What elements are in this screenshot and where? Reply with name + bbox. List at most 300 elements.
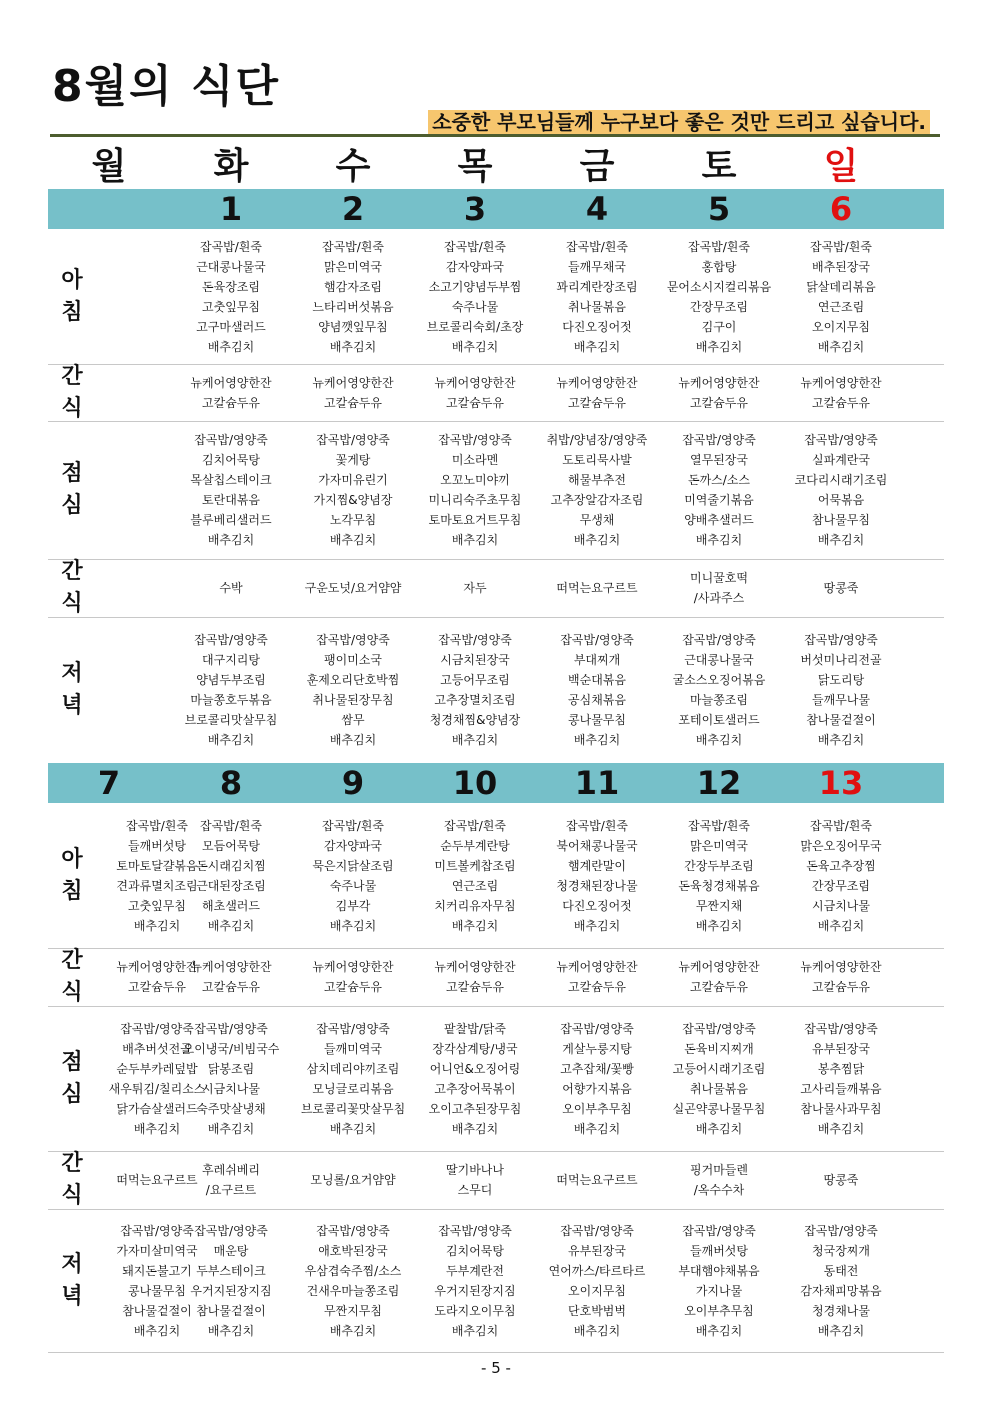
dish-item: 고칼슘두유 bbox=[324, 980, 382, 994]
dish-item: 잡곡밥/흰죽 bbox=[125, 818, 188, 833]
dish-item: 핑거마들렌 bbox=[690, 1163, 748, 1177]
menu-cell bbox=[170, 617, 292, 763]
menu-cell bbox=[414, 1006, 536, 1151]
dish-item: 모닝롤/요거얌얌 bbox=[310, 1173, 396, 1187]
dish-item: 구운도넛/요거얌얌 bbox=[304, 581, 402, 595]
meal-row bbox=[48, 1209, 944, 1353]
meal-label-char: 녁 bbox=[61, 693, 83, 718]
dish-item: 브로콜리숙회/초장 bbox=[426, 319, 524, 334]
dish-item: 간장두부조림 bbox=[684, 858, 754, 873]
weekday-tue: 화 bbox=[213, 146, 249, 187]
day-number: 2 bbox=[341, 190, 365, 228]
dish-item: 떠먹는요구르트 bbox=[556, 581, 638, 595]
dish-item: 잡곡밥/영양죽 bbox=[438, 633, 512, 647]
dish-item: 취나물된장무침 bbox=[312, 693, 394, 707]
dish-item: 맑은미역국 bbox=[690, 838, 748, 853]
dish-item: 고칼슘두유 bbox=[202, 980, 260, 994]
dish-item: 자두 bbox=[463, 581, 487, 595]
dish-item: 고추장멸치조림 bbox=[434, 693, 516, 707]
dish-item: 토마토달걀볶음 bbox=[116, 858, 198, 873]
menu-cell bbox=[536, 364, 658, 421]
dish-item: 잡곡밥/영양죽 bbox=[682, 1021, 756, 1036]
meal-label-char: 간 bbox=[61, 559, 83, 584]
dish-item: 동태전 bbox=[823, 1263, 859, 1278]
dish-item: 느타리버섯볶음 bbox=[312, 299, 394, 314]
menu-cell bbox=[780, 1151, 902, 1209]
menu-cell bbox=[780, 421, 902, 559]
dish-item: 배추김치 bbox=[451, 1121, 499, 1136]
dish-item: 미트볼케찹조림 bbox=[434, 858, 516, 873]
date-band bbox=[48, 189, 944, 229]
dish-item: 유부된장국 bbox=[568, 1243, 626, 1258]
dish-item: 목살칩스테이크 bbox=[190, 473, 272, 487]
dish-item: 고등어시래기조림 bbox=[672, 1061, 766, 1076]
dish-item: 잡곡밥/흰죽 bbox=[809, 239, 872, 254]
dish-item: 고칼슘두유 bbox=[202, 395, 260, 410]
meal-label-char: 점 bbox=[61, 461, 83, 486]
dish-item: 청경채찜&양념장 bbox=[429, 713, 521, 727]
dish-item: 잡곡밥/영양죽 bbox=[804, 1223, 878, 1238]
dish-item: 돼지돈불고기 bbox=[122, 1263, 192, 1278]
dish-item: 배추김치 bbox=[695, 339, 743, 354]
dish-item: 해초샐러드 bbox=[202, 898, 260, 913]
dish-item: 토란대볶음 bbox=[202, 493, 260, 507]
day-number: 11 bbox=[574, 764, 620, 802]
dish-item: 코다리시래기조림 bbox=[794, 473, 888, 487]
weekday-wed: 수 bbox=[335, 146, 371, 187]
dish-item: 훈제오리단호박찜 bbox=[306, 673, 400, 687]
menu-cell bbox=[292, 1209, 414, 1352]
dish-item: 배추김치 bbox=[329, 1121, 377, 1136]
menu-cell bbox=[292, 948, 414, 1006]
dish-item: 모닝글로리볶음 bbox=[312, 1081, 394, 1096]
dish-item: 뉴케어영양한잔 bbox=[190, 960, 272, 974]
dish-item: 공심채볶음 bbox=[568, 693, 626, 707]
menu-cell bbox=[414, 1209, 536, 1352]
day-number: 8 bbox=[219, 764, 243, 802]
menu-cell bbox=[292, 364, 414, 421]
meal-label-char: 저 bbox=[61, 1251, 83, 1277]
dish-item: 들깨버섯탕 bbox=[128, 838, 186, 853]
dish-item: 딸기바나나 bbox=[446, 1163, 504, 1177]
dish-item: 숙주나물 bbox=[451, 299, 499, 314]
day-number: 1 bbox=[219, 190, 243, 228]
dish-item: 북어채콩나물국 bbox=[556, 838, 638, 853]
dish-item: 맑은오징어무국 bbox=[800, 838, 882, 853]
dish-item: 배추김치 bbox=[133, 918, 181, 933]
dish-item: 마늘쫑호두볶음 bbox=[190, 693, 272, 707]
menu-cell bbox=[292, 1006, 414, 1151]
dish-item: 봉추찜닭 bbox=[817, 1061, 865, 1076]
dish-item: 오이고추된장무침 bbox=[428, 1101, 522, 1116]
menu-cell bbox=[414, 617, 536, 763]
meal-row bbox=[48, 1151, 944, 1210]
dish-item: 배추김치 bbox=[329, 1323, 377, 1338]
dish-item: 두부계란전 bbox=[446, 1263, 504, 1278]
dish-item: 잡곡밥/영양죽 bbox=[804, 633, 878, 647]
dish-item: 미역줄기볶음 bbox=[684, 493, 754, 507]
dish-item: 뉴케어영양한잔 bbox=[312, 375, 394, 390]
dish-item: 잡곡밥/영양죽 bbox=[560, 1223, 634, 1238]
dish-item: 고등어무조림 bbox=[440, 673, 510, 687]
menu-cell bbox=[780, 1006, 902, 1151]
dish-item: 연어까스/타르타르 bbox=[548, 1263, 646, 1278]
meal-row bbox=[48, 229, 944, 365]
day-number: 5 bbox=[707, 190, 731, 228]
dish-item: 감자양파국 bbox=[446, 259, 504, 274]
dish-item: 미니꿀호떡 bbox=[690, 571, 748, 585]
dish-item: 배추김치 bbox=[329, 733, 377, 747]
dish-item: 청경채나물 bbox=[812, 1303, 870, 1318]
dish-item: 열무된장국 bbox=[690, 453, 748, 467]
dish-item: 견과류멸치조림 bbox=[116, 878, 198, 893]
dish-item: 브로콜리꽃맛살무침 bbox=[300, 1101, 406, 1116]
meal-label-char: 심 bbox=[61, 1081, 83, 1107]
menu-cell bbox=[170, 1209, 292, 1352]
dish-item: 삼치데리야끼조림 bbox=[306, 1061, 400, 1076]
dish-item: 버섯미나리전골 bbox=[800, 653, 882, 667]
dish-item: 오꼬노미야끼 bbox=[440, 473, 510, 487]
dish-item: 뉴케어영양한잔 bbox=[678, 375, 760, 390]
dish-item: 들깨무나물 bbox=[812, 693, 870, 707]
dish-item: 닭살데리볶음 bbox=[806, 279, 876, 294]
meal-label-char: 침 bbox=[61, 299, 83, 325]
dish-item: 콩나물무침 bbox=[128, 1283, 186, 1298]
menu-cell bbox=[780, 948, 902, 1006]
dish-item: 두부스테이크 bbox=[196, 1263, 266, 1278]
dish-item: 김구이 bbox=[701, 319, 737, 334]
dish-item: 고추장알감자조림 bbox=[550, 493, 644, 507]
dish-item: 잡곡밥/영양죽 bbox=[316, 433, 390, 447]
dish-item: 맑은미역국 bbox=[324, 259, 382, 274]
dish-item: 감자양파국 bbox=[324, 838, 382, 853]
dish-item: 잡곡밥/영양죽 bbox=[194, 1223, 268, 1238]
dish-item: 오이냉국/비빔국수 bbox=[182, 1041, 280, 1056]
dish-item: 가지찜&양념장 bbox=[313, 493, 393, 507]
menu-cell bbox=[658, 1151, 780, 1209]
menu-cell bbox=[414, 229, 536, 364]
dish-item: 고칼슘두유 bbox=[568, 395, 626, 410]
day-number: 6 bbox=[829, 190, 853, 228]
dish-item: 배추김치 bbox=[817, 1323, 865, 1338]
dish-item: 양념두부조림 bbox=[196, 673, 266, 687]
menu-cell bbox=[48, 229, 170, 364]
dish-item: 잡곡밥/영양죽 bbox=[560, 1021, 634, 1036]
dish-item: 떠먹는요구르트 bbox=[556, 1173, 638, 1187]
dish-item: 유부된장국 bbox=[812, 1041, 870, 1056]
dish-item: 마늘쫑조림 bbox=[690, 693, 748, 707]
menu-cell bbox=[170, 948, 292, 1006]
menu-cell bbox=[170, 803, 292, 948]
dish-item: 닭봉조림 bbox=[207, 1061, 255, 1076]
meal-row bbox=[48, 364, 944, 422]
page-number: - 5 - bbox=[481, 1359, 511, 1377]
dish-item: 우거지된장지짐 bbox=[434, 1283, 516, 1298]
menu-cell bbox=[658, 559, 780, 617]
page-title: 8월의 식단 bbox=[52, 61, 280, 112]
meal-row bbox=[48, 803, 944, 949]
dish-item: 배추김치 bbox=[573, 733, 621, 747]
dish-item: 고칼슘두유 bbox=[324, 395, 382, 410]
menu-cell bbox=[170, 1151, 292, 1209]
meal-label-char: 녁 bbox=[61, 1283, 83, 1309]
dish-item: 순두부계란탕 bbox=[440, 838, 510, 853]
dish-item: 연근조림 bbox=[451, 878, 499, 893]
dish-item: 들깨버섯탕 bbox=[690, 1243, 748, 1258]
weekday-header bbox=[48, 147, 944, 187]
dish-item: 돈시래김치찜 bbox=[196, 858, 266, 873]
dish-item: 청국장찌개 bbox=[812, 1243, 870, 1258]
dish-item: 미니리숙주초무침 bbox=[428, 493, 522, 507]
dish-item: 배추김치 bbox=[695, 918, 743, 933]
dish-item: 잡곡밥/영양죽 bbox=[120, 1223, 194, 1238]
dish-item: 배추김치 bbox=[451, 918, 499, 933]
dish-item: 뉴케어영양한잔 bbox=[800, 960, 882, 974]
dish-item: 굴소스오징어볶음 bbox=[672, 673, 766, 687]
dish-item: 참나물무침 bbox=[812, 513, 870, 527]
dish-item: 매운탕 bbox=[213, 1243, 249, 1258]
dish-item: 시금치나물 bbox=[812, 898, 870, 913]
dish-item: 고사리들깨볶음 bbox=[800, 1081, 882, 1096]
dish-item: 포테이토샐러드 bbox=[678, 713, 760, 727]
dish-item: 무짠지채 bbox=[695, 898, 743, 913]
dish-item: 고칼슘두유 bbox=[690, 980, 748, 994]
dish-item: 잡곡밥/영양죽 bbox=[438, 433, 512, 447]
dish-item: 배추김치 bbox=[329, 918, 377, 933]
dish-item: 다진오징어젓 bbox=[562, 898, 632, 913]
menu-cell bbox=[780, 803, 902, 948]
dish-item: 근대된장조림 bbox=[196, 878, 266, 893]
dish-item: 고칼슘두유 bbox=[128, 980, 186, 994]
dish-item: 배추김치 bbox=[207, 1323, 255, 1338]
menu-cell bbox=[414, 364, 536, 421]
dish-item: 취나물볶음 bbox=[690, 1081, 748, 1096]
dish-item: 배추김치 bbox=[207, 733, 255, 747]
dish-item: 배추김치 bbox=[695, 1323, 743, 1338]
menu-cell bbox=[658, 948, 780, 1006]
dish-item: 배추김치 bbox=[451, 733, 499, 747]
menu-cell bbox=[414, 948, 536, 1006]
dish-item: 콩나물무침 bbox=[568, 713, 626, 727]
day-number: 12 bbox=[696, 764, 742, 802]
dish-item: 꽈리계란장조림 bbox=[556, 279, 638, 294]
dish-item: 꽃게탕 bbox=[335, 453, 371, 467]
dish-item: 뉴케어영양한잔 bbox=[190, 375, 272, 390]
dish-item: 연근조림 bbox=[817, 299, 865, 314]
dish-item: 배추김치 bbox=[695, 1121, 743, 1136]
menu-cell bbox=[48, 364, 170, 421]
dish-item: 떠먹는요구르트 bbox=[116, 1173, 198, 1187]
dish-item: 잡곡밥/흰죽 bbox=[565, 818, 628, 833]
menu-cell bbox=[292, 617, 414, 763]
dish-item: 잡곡밥/흰죽 bbox=[565, 239, 628, 254]
dish-item: 홍합탕 bbox=[701, 259, 737, 274]
menu-cell bbox=[658, 421, 780, 559]
day-number: 9 bbox=[341, 764, 365, 802]
dish-item: 배추김치 bbox=[451, 533, 499, 547]
meal-label-char: 식 bbox=[61, 395, 83, 421]
dish-item: 땅콩죽 bbox=[823, 1173, 859, 1187]
dish-item: 오이지무침 bbox=[568, 1283, 626, 1298]
meal-label-char: 식 bbox=[61, 591, 83, 616]
dish-item: 들깨무채국 bbox=[568, 259, 626, 274]
dish-item: 잡곡밥/영양죽 bbox=[682, 633, 756, 647]
dish-item: 가자미살미역국 bbox=[116, 1243, 198, 1258]
dish-item: 오이부추무침 bbox=[684, 1303, 754, 1318]
dish-item: 잡곡밥/영양죽 bbox=[194, 433, 268, 447]
dish-item: 고칼슘두유 bbox=[446, 980, 504, 994]
menu-cell bbox=[292, 559, 414, 617]
menu-cell bbox=[780, 617, 902, 763]
dish-item: 어향가지볶음 bbox=[562, 1081, 632, 1096]
weekday-sun: 일 bbox=[823, 146, 859, 187]
dish-item: 쌈무 bbox=[341, 713, 365, 727]
dish-item: 배추김치 bbox=[573, 918, 621, 933]
dish-item: 배추김치 bbox=[695, 733, 743, 747]
meal-row bbox=[48, 559, 944, 618]
dish-item: 애호박된장국 bbox=[318, 1243, 388, 1258]
menu-cell bbox=[292, 229, 414, 364]
dish-item: 후레쉬베리 bbox=[202, 1163, 260, 1177]
day-number: 3 bbox=[463, 190, 487, 228]
dish-item: 미소라멘 bbox=[451, 453, 499, 467]
dish-item: 가자미유린기 bbox=[318, 473, 388, 487]
dish-item: 배추김치 bbox=[817, 533, 865, 547]
dish-item: 묵은지닭살조림 bbox=[312, 858, 394, 873]
meal-label-char: 간 bbox=[61, 948, 83, 973]
dish-item: 배추버섯전골 bbox=[122, 1041, 192, 1056]
meal-row bbox=[48, 617, 944, 764]
menu-cell bbox=[48, 617, 170, 763]
dish-item: 취밥/양념장/영양죽 bbox=[546, 433, 648, 447]
dish-item: 잡곡밥/흰죽 bbox=[443, 239, 506, 254]
dish-item: 새우튀김/칠리소스 bbox=[108, 1081, 206, 1096]
dish-item: 잡곡밥/흰죽 bbox=[199, 239, 262, 254]
meal-label-char: 간 bbox=[61, 363, 83, 389]
menu-cell bbox=[170, 364, 292, 421]
dish-item: 닭가슴살샐러드 bbox=[116, 1101, 198, 1116]
dish-item: 배추김치 bbox=[573, 339, 621, 354]
dish-item: 고춧잎무침 bbox=[128, 898, 186, 913]
dish-item: 청경채된장나물 bbox=[556, 878, 638, 893]
dish-item: 숙주나물 bbox=[329, 878, 377, 893]
dish-item: 돈육청경채볶음 bbox=[678, 878, 760, 893]
dish-item: 참나물겉절이 bbox=[806, 713, 876, 727]
dish-item: 배추된장국 bbox=[812, 259, 870, 274]
meal-label-char: 간 bbox=[61, 1151, 83, 1176]
dish-item: 부대햄야채볶음 bbox=[678, 1263, 760, 1278]
menu-cell bbox=[658, 364, 780, 421]
dish-item: 게살누룽지탕 bbox=[562, 1041, 632, 1056]
dish-item: 잡곡밥/영양죽 bbox=[194, 633, 268, 647]
dish-item: 장각삼계탕/냉국 bbox=[432, 1041, 518, 1056]
menu-cell bbox=[536, 803, 658, 948]
dish-item: 간장무조림 bbox=[690, 299, 748, 314]
menu-cell bbox=[414, 1151, 536, 1209]
day-number: 10 bbox=[452, 764, 498, 802]
dish-item: 배추김치 bbox=[573, 533, 621, 547]
dish-item: 실파계란국 bbox=[812, 453, 870, 467]
dish-item: 브로콜리맛살무침 bbox=[184, 713, 278, 727]
dish-item: 팽이미소국 bbox=[324, 653, 382, 667]
dish-item: 잡곡밥/영양죽 bbox=[316, 633, 390, 647]
dish-item: 김부각 bbox=[335, 898, 371, 913]
dish-item: 문어소시지컬리볶음 bbox=[666, 279, 772, 294]
dish-item: 수박 bbox=[219, 581, 243, 595]
menu-cell bbox=[170, 229, 292, 364]
dish-item: 어니언&오징어링 bbox=[429, 1061, 521, 1076]
menu-cell bbox=[536, 559, 658, 617]
dish-item: 배추김치 bbox=[207, 339, 255, 354]
dish-item: 실곤약콩나물무침 bbox=[672, 1101, 766, 1116]
meal-label-char: 심 bbox=[61, 493, 83, 518]
meal-label-char: 식 bbox=[61, 980, 83, 1005]
dish-item: 고칼슘두유 bbox=[812, 980, 870, 994]
page-subtitle: 소중한 부모님들께 누구보다 좋은 것만 드리고 싶습니다. bbox=[428, 110, 930, 134]
dish-item: /옥수수차 bbox=[693, 1183, 745, 1197]
dish-item: 치커리유자무침 bbox=[434, 898, 516, 913]
dish-item: 뉴케어영양한잔 bbox=[116, 960, 198, 974]
dish-item: 순두부카레덮밥 bbox=[116, 1061, 198, 1076]
menu-cell bbox=[780, 364, 902, 421]
dish-item: 배추김치 bbox=[207, 533, 255, 547]
dish-item: 고칼슘두유 bbox=[690, 395, 748, 410]
dish-item: /사과주스 bbox=[693, 591, 745, 605]
dish-item: 고칼슘두유 bbox=[446, 395, 504, 410]
dish-item: 도토리묵사발 bbox=[562, 453, 632, 467]
dish-item: 소고기양념두부찜 bbox=[428, 279, 522, 294]
dish-item: 고구마샐러드 bbox=[196, 319, 266, 334]
weekday-mon: 월 bbox=[91, 146, 127, 187]
dish-item: 배추김치 bbox=[817, 733, 865, 747]
menu-cell bbox=[536, 229, 658, 364]
dish-item: 잡곡밥/흰죽 bbox=[687, 239, 750, 254]
dish-item: 잡곡밥/흰죽 bbox=[809, 818, 872, 833]
menu-cell bbox=[170, 1006, 292, 1151]
dish-item: 배추김치 bbox=[133, 1121, 181, 1136]
dish-item: 잡곡밥/흰죽 bbox=[687, 818, 750, 833]
dish-item: 무생채 bbox=[579, 513, 615, 527]
dish-item: 고추장어묵볶이 bbox=[434, 1081, 516, 1096]
title-rule bbox=[50, 134, 940, 137]
dish-item: 어묵볶음 bbox=[817, 493, 865, 507]
dish-item: 뉴케어영양한잔 bbox=[556, 375, 638, 390]
dish-item: 배추김치 bbox=[817, 918, 865, 933]
menu-cell bbox=[48, 421, 170, 559]
menu-cell bbox=[536, 1006, 658, 1151]
dish-item: 오이지무침 bbox=[812, 319, 870, 334]
menu-cell bbox=[780, 1209, 902, 1352]
dish-item: 참나물겉절이 bbox=[122, 1303, 192, 1318]
dish-item: 시금치나물 bbox=[202, 1081, 260, 1096]
dish-item: 햄감자조림 bbox=[324, 279, 382, 294]
dish-item: 잡곡밥/흰죽 bbox=[443, 818, 506, 833]
dish-item: 잡곡밥/영양죽 bbox=[194, 1021, 268, 1036]
dish-item: 토마토요거트무침 bbox=[428, 513, 522, 527]
dish-item: 돈육장조림 bbox=[202, 279, 260, 294]
meal-row bbox=[48, 421, 944, 560]
dish-item: 고칼슘두유 bbox=[812, 395, 870, 410]
dish-item: 도라지오이무침 bbox=[434, 1303, 516, 1318]
dish-item: 들깨미역국 bbox=[324, 1041, 382, 1056]
meal-label-char: 아 bbox=[61, 267, 83, 293]
dish-item: 부대찌개 bbox=[573, 653, 621, 667]
dish-item: 근대콩나물국 bbox=[684, 653, 754, 667]
dish-item: 잡곡밥/영양죽 bbox=[804, 1021, 878, 1036]
dish-item: 배추김치 bbox=[573, 1121, 621, 1136]
dish-item: 뉴케어영양한잔 bbox=[434, 375, 516, 390]
dish-item: 모듬어묵탕 bbox=[202, 838, 260, 853]
